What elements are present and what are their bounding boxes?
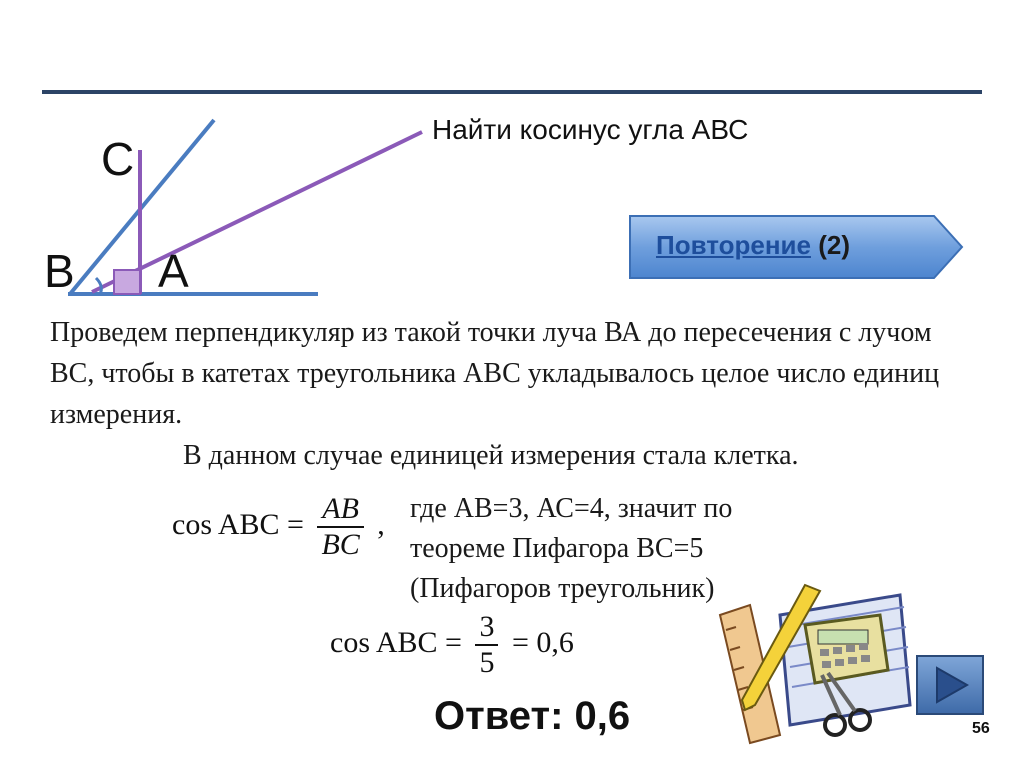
stationery-clipart-icon [710, 575, 920, 745]
answer: Ответ: 0,6 [434, 694, 631, 738]
formula2-lhs: cos ABC = [330, 625, 462, 659]
formula2-rhs: = 0,6 [511, 625, 574, 659]
formula-comma: , [377, 507, 385, 541]
review-link[interactable]: Повторение [656, 230, 811, 260]
task-title: Найти косинус угла АВС [432, 114, 749, 145]
note-line-2: теореме Пифагора ВС=5 [410, 533, 704, 564]
label-c: С [101, 133, 135, 185]
review-suffix: (2) [818, 230, 850, 260]
pythagoras-note [410, 489, 732, 609]
fraction-3-5 [475, 610, 498, 680]
explanation-paragraph: Проведем перпендикуляр из такой точки луча ВА до пересечения с лучом ВС, чтобы в катетах треугольника АВС укладывалось целое число единиц измерения. [50, 317, 940, 430]
review-label[interactable] [656, 230, 850, 261]
cosine-formula [172, 492, 385, 562]
label-b: В [44, 245, 75, 297]
note-line-3: (Пифагоров треугольник) [410, 573, 715, 604]
note-line-1: где АВ=3, АС=4, значит по [410, 493, 733, 524]
right-angle-mark [114, 270, 140, 294]
formula-lhs: cos ABC = [172, 507, 304, 541]
fraction2-denominator: 5 [479, 646, 495, 679]
fraction-numerator: AB [317, 492, 363, 528]
fraction2-numerator: 3 [475, 610, 498, 646]
label-a: А [158, 245, 189, 297]
next-slide-icon[interactable] [915, 654, 985, 716]
fraction-ab-bc [317, 492, 363, 562]
unit-paragraph: В данном случае единицей измерения стала клетка. [183, 440, 799, 471]
page-number: 56 [972, 720, 990, 737]
fraction-denominator: BC [321, 528, 360, 561]
cosine-result-formula [330, 610, 574, 680]
